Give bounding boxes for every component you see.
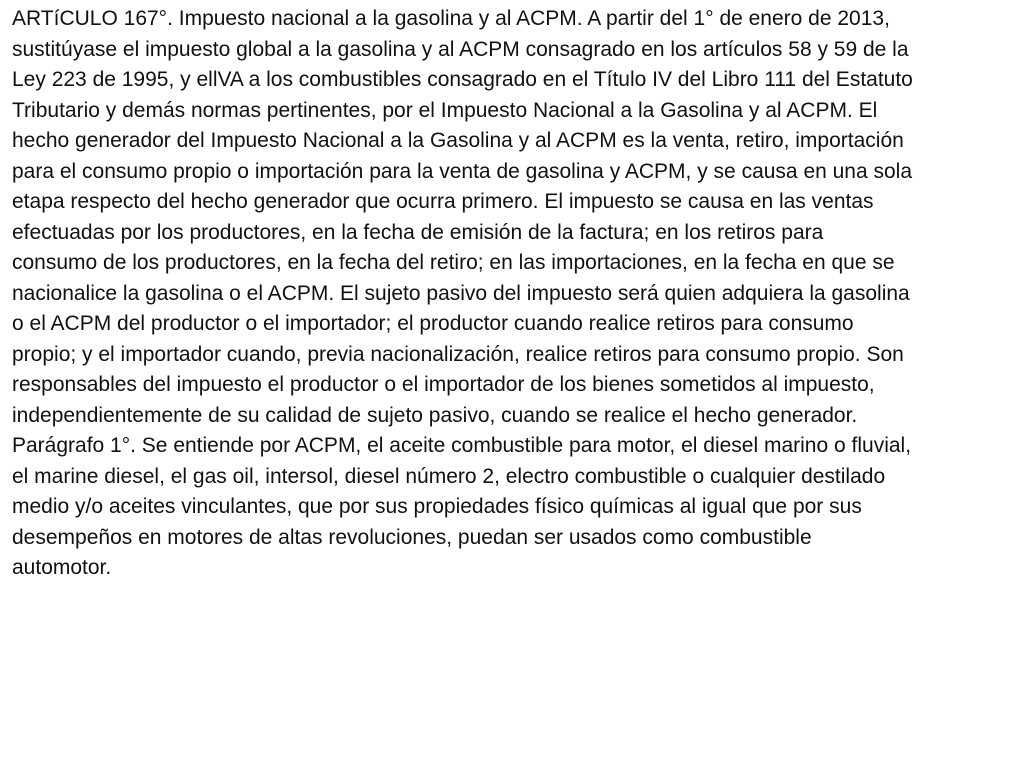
text-line: sustitúyase el impuesto global a la gasolina y al ACPM consagrado en los artículos 58 y 59 de la	[12, 37, 909, 61]
paragraph-1-line: Parágrafo 1°. Se entiende por ACPM, el aceite combustible para motor, el diesel marino o fluvial,	[12, 434, 912, 457]
text-line: el marine diesel, el gas oil, intersol, diesel número 2, electro combustible o cualquier destilado	[12, 464, 886, 488]
text-line: ARTíCULO 167°. Impuesto nacional a la gasolina y al ACPM. A partir del 1° de enero de 2013,	[12, 7, 890, 30]
text-line: hecho generador del Impuesto Nacional a la Gasolina y al ACPM es la venta, retiro, importación	[12, 129, 904, 152]
text-line: o el ACPM del productor o el importador; el productor cuando realice retiros para consumo	[12, 312, 854, 335]
text-line: responsables del impuesto el productor o el importador de los bienes sometidos al impuesto,	[12, 373, 875, 396]
text-line: medio y/o aceites vinculantes, que por sus propiedades físico químicas al igual que por sus	[12, 495, 862, 518]
text-line: consumo de los productores, en la fecha del retiro; en las importaciones, en la fecha en que se	[12, 251, 895, 274]
text-line: desempeños en motores de altas revoluciones, puedan ser usados como combustible	[12, 525, 812, 549]
text-line: etapa respecto del hecho generador que ocurra primero. El impuesto se causa en las ventas	[12, 190, 874, 213]
text-line: propio; y el importador cuando, previa nacionalización, realice retiros para consumo propio. Son	[12, 342, 904, 366]
text-line: automotor.	[12, 556, 112, 579]
text-line: para el consumo propio o importación para la venta de gasolina y ACPM, y se causa en una sola	[12, 159, 913, 183]
article-167-text	[12, 4, 1020, 584]
text-line: Ley 223 de 1995, y ellVA a los combustibles consagrado en el Título IV del Libro 111 del Estatuto	[12, 68, 913, 91]
text-line: nacionalice la gasolina o el ACPM. El sujeto pasivo del impuesto será quien adquiera la gasolina	[12, 281, 910, 305]
text-line: Tributario y demás normas pertinentes, por el Impuesto Nacional a la Gasolina y al ACPM. El	[12, 98, 878, 122]
text-line: independientemente de su calidad de sujeto pasivo, cuando se realice el hecho generador.	[12, 403, 858, 427]
text-line: efectuadas por los productores, en la fecha de emisión de la factura; en los retiros para	[12, 220, 824, 244]
